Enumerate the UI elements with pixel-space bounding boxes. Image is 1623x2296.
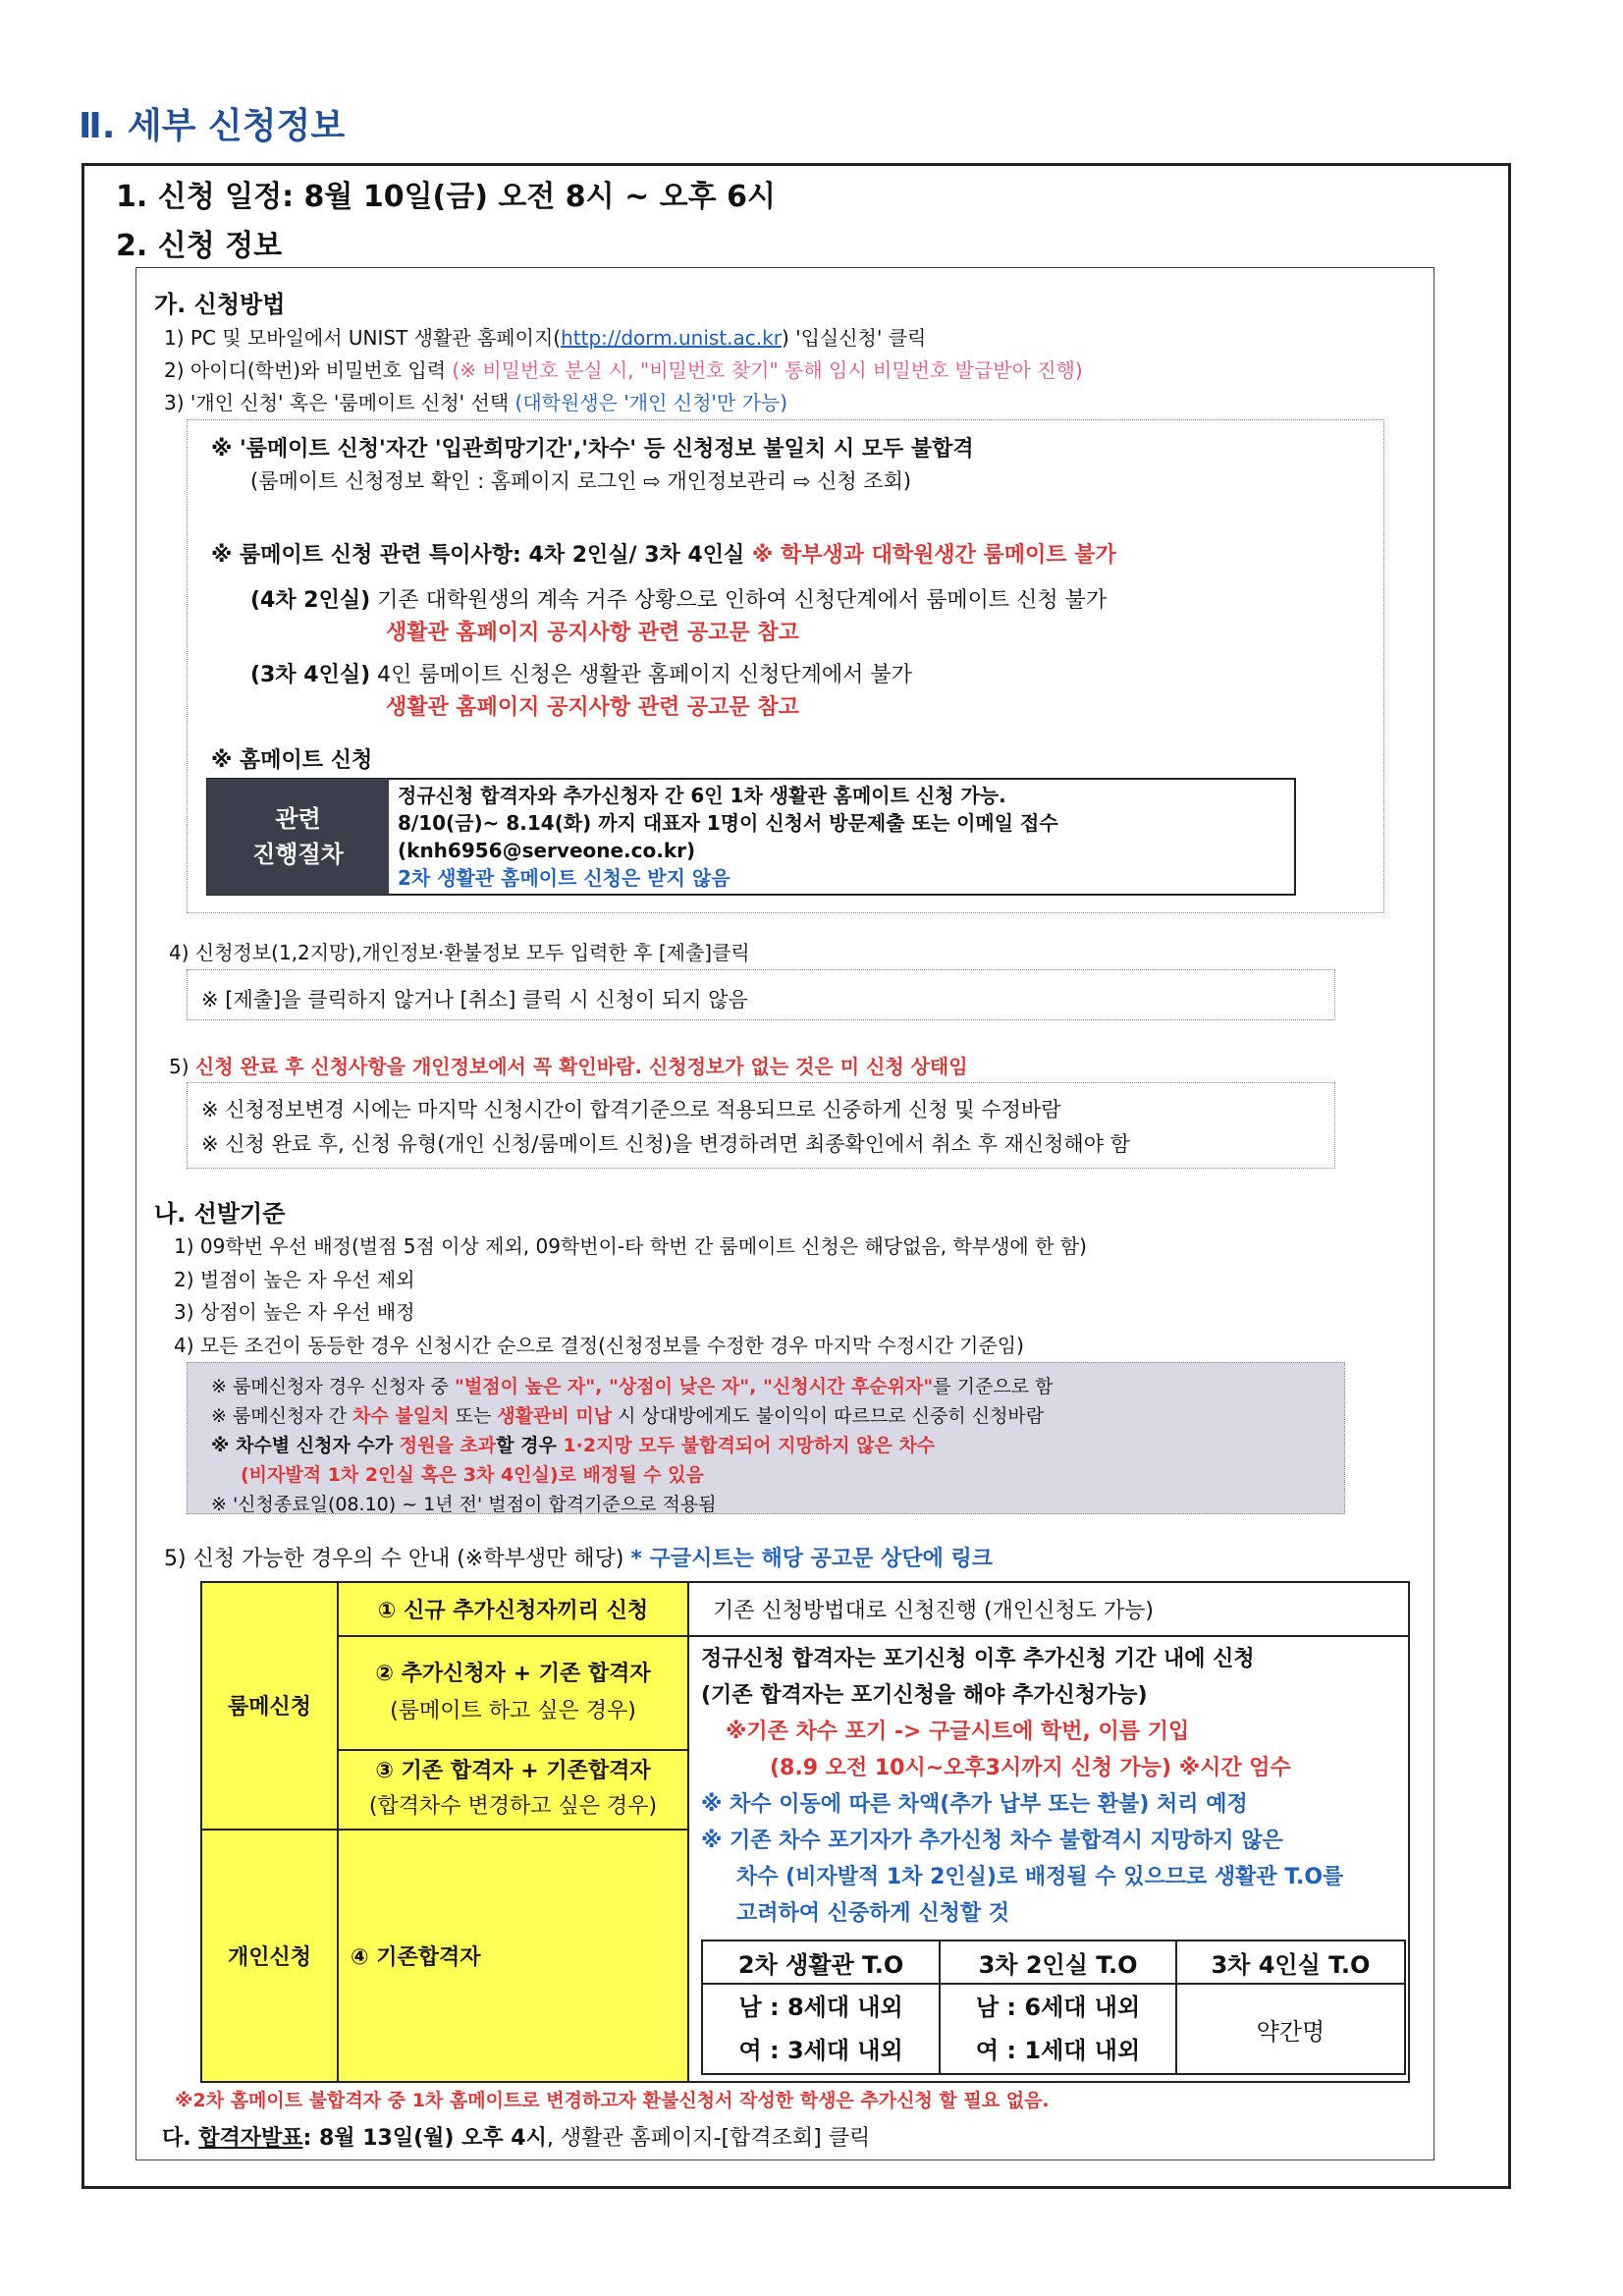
case-2: ② 추가신청자 + 기존 합격자 (룸메이트 하고 싶은 경우) <box>338 1636 688 1750</box>
cases-table <box>200 1581 1410 2083</box>
method-step1: 1) PC 및 모바일에서 UNIST 생활관 홈페이지(http://dorm.unist.ac.kr) '입실신청' 클릭 <box>164 326 927 350</box>
to-3rd-2p: 남 : 6세대 내외 여 : 1세대 내외 <box>940 1984 1176 2074</box>
method-step5: 5) 신청 완료 후 신청사항을 개인정보에서 꼭 확인바람. 신청정보가 없는 것은 미 신청 상태임 <box>169 1055 968 1078</box>
selection-notices: ※ 룸메신청자 경우 신청자 중 "벌점이 높은 자", "상점이 낮은 자", "신청시간 후순위자"를 기준으로 함 ※ 룸메신청자 간 차수 불일치 또는 생활관비 미납 시 상대방에게도 불이익이 따르므로 신중히 신청바람 ※ 차수별 신청자 수가 정원을 초과할 경우 1·2지망 모두 불합격되어 지망하지 않은 차수 (비자발적 1차 2인실 혹은 3차 4인실)로 배정될 수 있음 ※ '신청종료일(08.10) ~ 1년 전' 벌점이 합격기준으로 적용됨 <box>211 1376 1054 1515</box>
to-header-3rd-2p: 3차 2인실 T.O <box>940 1941 1176 1984</box>
change-notice-1: ※ 신청정보변경 시에는 마지막 신청시간이 합격기준으로 적용되므로 신중하게 신청 및 수정바람 <box>201 1098 1061 1121</box>
section-title: Ⅱ. 세부 신청정보 <box>79 106 346 146</box>
third-four-person-note: (3차 4인실) 4인 룸메이트 신청은 생활관 홈페이지 신청단계에서 불가 <box>250 663 912 687</box>
fourth-two-person-note: (4차 2인실) 기존 대학원생의 계속 거주 상황으로 인하여 신청단계에서 룸메이트 신청 불가 <box>250 588 1108 613</box>
announcement-line: 다. 합격자발표: 8월 13일(월) 오후 4시, 생활관 홈페이지-[합격조회] 클릭 <box>162 2126 871 2151</box>
to-2nd: 남 : 8세대 내외 여 : 3세대 내외 <box>702 1984 940 2074</box>
selection-criterion-4: 4) 모든 조건이 동등한 경우 신청시간 순으로 결정(신청정보를 수정한 경우 마지막 수정시간 기준임) <box>174 1334 1024 1357</box>
info-heading: 2. 신청 정보 <box>116 229 283 263</box>
homemate-label: 관련 진행절차 <box>207 779 389 895</box>
case-1: ① 신규 추가신청자끼리 신청 <box>338 1582 688 1636</box>
case-1-desc: 기존 신청방법대로 신청진행 (개인신청도 가능) <box>688 1582 1409 1636</box>
selection-criterion-3: 3) 상점이 높은 자 우선 배정 <box>174 1300 415 1324</box>
dorm-link[interactable]: http://dorm.unist.ac.kr <box>561 326 782 350</box>
method-step3: 3) '개인 신청' 혹은 '룸메이트 신청' 선택 (대학원생은 '개인 신청'만 가능) <box>164 391 788 414</box>
selection-heading: 나. 선발기준 <box>154 1200 286 1228</box>
method-heading: 가. 신청방법 <box>154 291 286 318</box>
to-header-2nd: 2차 생활관 T.O <box>702 1941 940 1984</box>
fourth-ref: 생활관 홈페이지 공지사항 관련 공고문 참고 <box>386 621 799 645</box>
individual-apply-label: 개인신청 <box>201 1830 338 2082</box>
to-3rd-4p: 약간명 <box>1176 1984 1405 2074</box>
selection-criterion-1: 1) 09학번 우선 배정(벌점 5점 이상 제외, 09학번이-타 학번 간 룸메이트 신청은 해당없음, 학부생에 한 함) <box>174 1234 1087 1258</box>
homemate-footnote: ※2차 홈메이트 불합격자 중 1차 홈메이트로 변경하고자 환불신청서 작성한 학생은 추가신청 할 필요 없음. <box>175 2090 1050 2111</box>
roommate-special-note: ※ 룸메이트 신청 관련 특이사항: 4차 2인실/ 3차 4인실 ※ 학부생과 대학원생간 룸메이트 불가 <box>211 543 1116 568</box>
roommate-mismatch-warning: ※ '룸메이트 신청'자간 '입관희망기간','차수' 등 신청정보 불일치 시 모두 불합격 <box>211 437 974 462</box>
homemate-procedure: 정규신청 합격자와 추가신청자 간 6인 1차 생활관 홈메이트 신청 가능. 8/10(금)~ 8.14(화) 까지 대표자 1명이 신청서 방문제출 또는 이메일 접수 (knh6956@serveone.co.kr) 2차 생활관 홈메이트 신청은 받지 않음 <box>398 784 1058 890</box>
method-step4: 4) 신청정보(1,2지망),개인정보·환불정보 모두 입력한 후 [제출]클릭 <box>169 941 750 964</box>
case-3: ③ 기존 합격자 + 기존합격자 (합격차수 변경하고 싶은 경우) <box>338 1750 688 1830</box>
roommate-check-path: (룸메이트 신청정보 확인 : 홈페이지 로그인 ⇨ 개인정보관리 ⇨ 신청 조회) <box>250 469 912 493</box>
submit-notice: ※ [제출]을 클릭하지 않거나 [취소] 클릭 시 신청이 되지 않음 <box>201 988 748 1011</box>
case-4: ④ 기존합격자 <box>338 1830 688 2082</box>
to-table <box>701 1940 1406 2075</box>
schedule-line: 1. 신청 일정: 8월 10일(금) 오전 8시 ~ 오후 6시 <box>116 180 776 214</box>
selection-criterion-2: 2) 벌점이 높은 자 우선 제외 <box>174 1268 415 1291</box>
homemate-heading: ※ 홈메이트 신청 <box>211 748 373 773</box>
case-desc-cell: 정규신청 합격자는 포기신청 이후 추가신청 기간 내에 신청 (기존 합격자는 포기신청을 해야 추가신청가능) ※기존 차수 포기 -> 구글시트에 학번, 이름 기입 (8.9 오전 10시~오후3시까지 신청 가능) ※시간 엄수 ※ 차수 이동에 따른 차액(추가 납부 또는 환불) 처리 예정 ※ 기존 차수 포기자가 추가신청 차수 불합격시 지망하지 않은 차수 (비자발적 1차 2인실)로 배정될 수 있으므로 생활관 T.O를 고려하여 신중하게 신청할 것 2차 생활관 T.O 3차 2인실 T.O 3차 4인실 T.O 남 : 8세대 내외 여 : 3세대 내외 남 : 6세대 내외 여 : 1세대 내외 약간명 <box>688 1636 1409 2082</box>
cases-intro: 5) 신청 가능한 경우의 수 안내 (※학부생만 해당) * 구글시트는 해당 공고문 상단에 링크 <box>164 1547 994 1571</box>
third-ref: 생활관 홈페이지 공지사항 관련 공고문 참고 <box>386 695 799 720</box>
change-notice-2: ※ 신청 완료 후, 신청 유형(개인 신청/룸메이트 신청)을 변경하려면 최종확인에서 취소 후 재신청해야 함 <box>201 1132 1130 1156</box>
to-header-3rd-4p: 3차 4인실 T.O <box>1176 1941 1405 1984</box>
roommate-apply-label: 룸메신청 <box>201 1582 338 1830</box>
method-step2: 2) 아이디(학번)와 비밀번호 입력 (※ 비밀번호 분실 시, "비밀번호 찾기" 통해 임시 비밀번호 발급받아 진행) <box>164 358 1083 382</box>
